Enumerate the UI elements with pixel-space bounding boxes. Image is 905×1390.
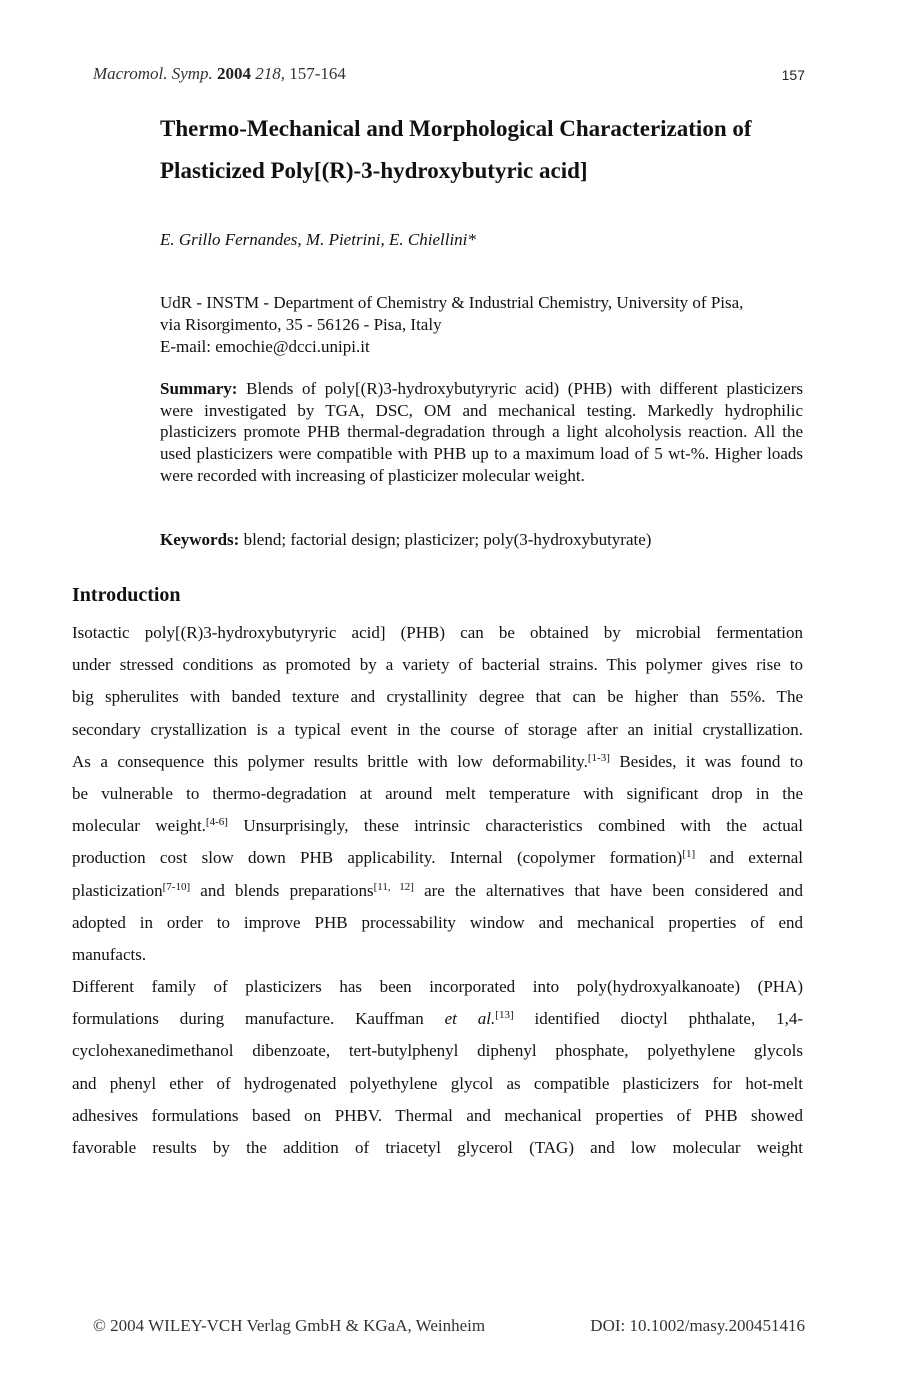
copyright-notice: © 2004 WILEY-VCH Verlag GmbH & KGaA, Weinheim: [93, 1316, 486, 1335]
affiliation-line-1: UdR - INSTM - Department of Chemistry & Industrial Chemistry, University of Pisa,: [160, 293, 744, 312]
title-line-1: Thermo-Mechanical and Morphological Characterization of: [160, 116, 752, 141]
body-line: be vulnerable to thermo-degradation at around melt temperature with significant drop in the: [72, 783, 803, 803]
body-line: adhesives formulations based on PHBV. Thermal and mechanical properties of PHB showed: [72, 1105, 803, 1125]
abstract: [160, 378, 803, 487]
citation-ref: [1-3]: [587, 751, 610, 764]
body-line: formulations during manufacture. Kauffman et al.[13] identified dioctyl phthalate, 1,4-: [72, 1009, 803, 1029]
body-line: production cost slow down PHB applicability. Internal (copolymer formation)[1] and external: [72, 848, 803, 868]
body-line: big spherulites with banded texture and crystallinity degree that can be higher than 55%. The: [72, 687, 803, 707]
paper-title: [160, 108, 820, 192]
journal-citation: [93, 64, 346, 84]
title-line-2: Plasticized Poly[(R)-3-hydroxybutyric acid]: [160, 158, 588, 183]
citation-ref: [11, 12]: [373, 880, 414, 893]
affiliation-email: E-mail: emochie@dcci.unipi.it: [160, 337, 370, 356]
body-line: favorable results by the addition of triacetyl glycerol (TAG) and low molecular weight: [72, 1138, 803, 1157]
body-line: manufacts.: [72, 944, 147, 964]
journal-year: 2004: [217, 64, 252, 83]
keywords-text: blend; factorial design; plasticizer; poly(3-hydroxybutyrate): [243, 530, 652, 549]
journal-pages: 157-164: [289, 64, 346, 83]
summary-label: Summary:: [160, 379, 238, 398]
body-line: plasticization[7-10] and blends preparations[11, 12] are the alternatives that have been considered and: [72, 880, 803, 900]
doi: DOI: 10.1002/masy.200451416: [590, 1316, 805, 1335]
summary-text: Blends of poly[(R)3-hydroxybutyryric acid) (PHB) with different plasticizers were investigated by TGA, DSC, OM and mechanical testing. Markedly hydrophilic plasticizers promote PHB thermal-degradation through a light alcoholysis reaction. All the used plasticizers were compatible with PHB up to a maximum load of 5 wt-%. Higher loads were recorded with increasing of plasticizer molecular weight.: [160, 379, 803, 485]
body-line: under stressed conditions as promoted by a variety of bacterial strains. This polymer gives rise to: [72, 655, 803, 675]
keywords-label: Keywords:: [160, 530, 240, 549]
affiliation-line-2: via Risorgimento, 35 - 56126 - Pisa, Italy: [160, 315, 442, 334]
citation-ref: [7-10]: [162, 880, 191, 893]
section-heading-introduction: Introduction: [72, 584, 181, 606]
body-line: Different family of plasticizers has been incorporated into poly(hydroxyalkanoate) (PHA): [72, 977, 803, 997]
affiliation: [160, 292, 805, 358]
body-line: adopted in order to improve PHB processability window and mechanical properties of end: [72, 912, 803, 932]
citation-ref: [1]: [682, 848, 696, 861]
page-number: 157: [781, 67, 805, 83]
body-line: cyclohexanedimethanol dibenzoate, tert-butylphenyl diphenyl phosphate, polyethylene glycols: [72, 1041, 803, 1061]
body-line: and phenyl ether of hydrogenated polyethylene glycol as compatible plasticizers for hot-melt: [72, 1073, 803, 1093]
journal-name: Macromol. Symp.: [93, 64, 213, 83]
body-line: molecular weight.[4-6] Unsurprisingly, these intrinsic characteristics combined with the actual: [72, 816, 803, 836]
body-line: Isotactic poly[(R)3-hydroxybutyryric acid] (PHB) can be obtained by microbial fermentation: [72, 623, 803, 642]
citation-ref: [13]: [495, 1009, 514, 1022]
body-line: secondary crystallization is a typical event in the course of storage after an initial crystallization.: [72, 719, 803, 739]
keywords: [160, 530, 803, 550]
citation-ref: [4-6]: [205, 816, 228, 829]
introduction-body: [72, 617, 803, 1164]
authors: E. Grillo Fernandes, M. Pietrini, E. Chiellini*: [160, 230, 476, 249]
body-line: As a consequence this polymer results brittle with low deformability.[1-3] Besides, it was found to: [72, 751, 803, 771]
journal-volume: 218,: [255, 64, 286, 83]
